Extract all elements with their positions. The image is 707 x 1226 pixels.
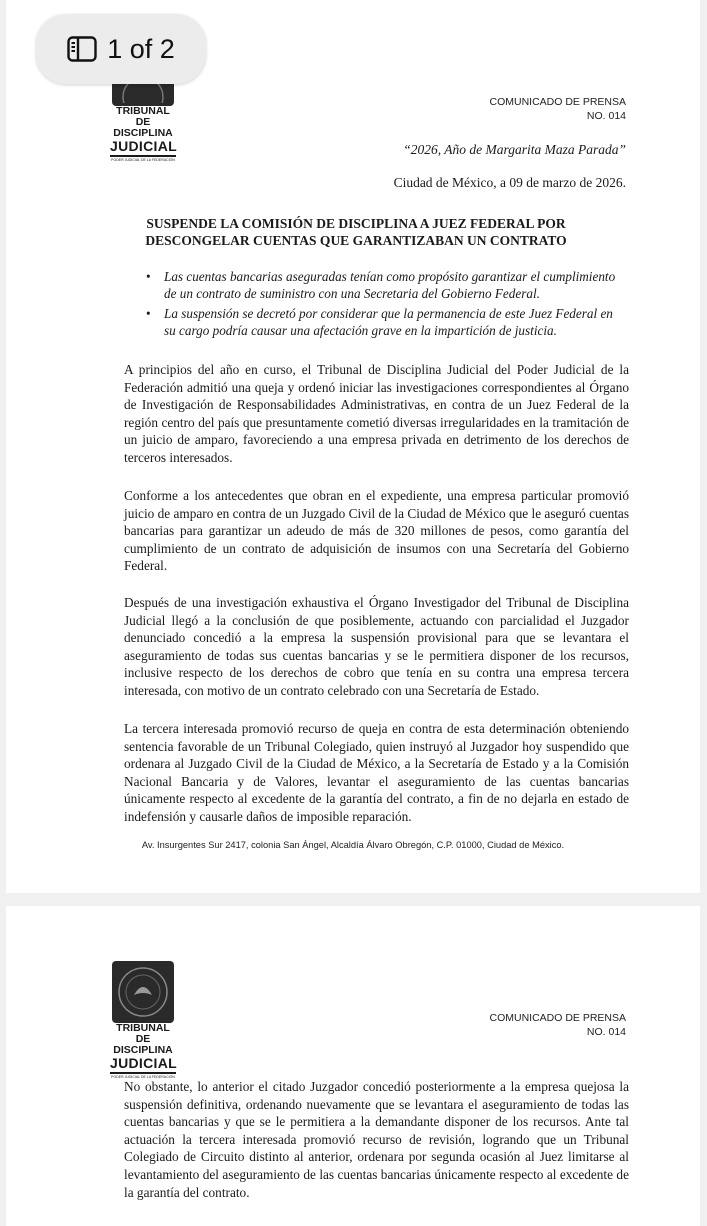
body-paragraph-4: La tercera interesada promovió recurso de queja en contra de esta determinación obteniendo sentencia favorable de un Tribunal Colegiado, quien instruyó al Juzgador hoy suspendido que ordenara al Juzgado Civil de la Ciudad de México, a la Secretaría de Estado y a la Comisión Nacional Bancaria y de Valores, levantar el aseguramiento de las cuentas bancarias únicamente respecto al excedente de la garantía del contrato, a fin de no dejarla en estado de indefensión y causarle daños de imposible reparación. xyxy=(124,721,629,824)
date-line: Ciudad de México, a 09 de marzo de 2026. xyxy=(393,175,626,190)
comunicado-header xyxy=(489,95,626,123)
comunicado-header xyxy=(489,1011,626,1039)
logo-line-3: JUDICIAL xyxy=(110,138,177,154)
comunicado-title: COMUNICADO DE PRENSA xyxy=(489,1012,626,1024)
bullet-item: • La suspensión se decretó por considerar que la permanencia de este Juez Federal en su cargo podría causar una afectación grave en la impartición de justicia. xyxy=(146,305,626,339)
headline-line-1: SUSPENDE LA COMISIÓN DE DISCIPLINA A JUEZ FEDERAL POR xyxy=(146,216,566,231)
logo-subtitle: PODER JUDICIAL DE LA FEDERACIÓN xyxy=(111,157,175,162)
logo-line-1: TRIBUNAL DE xyxy=(116,105,170,128)
body-paragraph-2: Conforme a los antecedentes que obran en el expediente, una empresa particular promovió juicio de amparo en contra de un Juzgado Civil de la Ciudad de México que le aseguró cuentas bancarias para garantizar un adeudo de más de 320 millones de pesos, como garantía del cumplimiento de un contrato de adquisición de insumos con una Secretaría del Gobierno Federal. xyxy=(124,488,629,574)
comunicado-number: NO. 014 xyxy=(586,110,626,122)
body-paragraph-3: Después de una investigación exhaustiva el Órgano Investigador del Tribunal de Disciplina Judicial llegó a la conclusión de que posiblemente, actuando con parcialidad el Juzgador denunciado concedió a la empresa la suspensión provisional para que se levantara el aseguramiento de todas sus cuentas bancarias y se le permitiera disponer de los recursos, inclusive respecto de los derechos de cobro que tenía en su contra una empresa tercera interesada, con motivo de un contrato celebrado con una Secretaría de Estado. xyxy=(124,595,629,698)
summary-bullets xyxy=(146,268,626,342)
logo-line-1: TRIBUNAL DE xyxy=(116,1022,170,1045)
body-paragraph-1: A principios del año en curso, el Tribunal de Disciplina Judicial del Poder Judicial de la Federación admitió una queja y ordenó iniciar las investigaciones correspondientes al Órgano de Investigación de Responsabilidades Administrativas, en contra de un Juez Federal de la región centro del país que presuntamente cometió diversas irregularidades en la tramitación de un juicio de amparo, favoreciendo a una empresa privada en detrimento de los derechos de terceros interesados. xyxy=(124,362,629,465)
national-seal-icon xyxy=(112,961,174,1023)
document-page-1 xyxy=(6,0,700,893)
bullet-item: • Las cuentas bancarias aseguradas tenían como propósito garantizar el cumplimiento de un contrato de suministro con una Secretaria del Gobierno Federal. xyxy=(146,268,626,302)
page-indicator-label: 1 of 2 xyxy=(107,33,175,64)
tribunal-logo xyxy=(110,961,176,1079)
body-paragraph-5: No obstante, lo anterior el citado Juzgador concedió posteriormente a la empresa quejosa la suspensión definitiva, ordenando nuevamente que se levantara el aseguramiento de todas las cuentas bancarias y que se le permitiera a la demandante disponer de los recursos. Ante tal actuación la tercera interesada promovió recurso de revisión, logrando que un Tribunal Colegiado de Circuito distinto al anterior, ordenara por segunda ocasión al Juez limitarse al levantamiento del aseguramiento de las cuentas bancarias únicamente respecto al excedente de la garantía del contrato. xyxy=(124,1079,629,1200)
footer-address: Av. Insurgentes Sur 2417, colonia San Ángel, Alcaldía Álvaro Obregón, C.P. 01000, Ciudad de México. xyxy=(141,840,565,850)
logo-subtitle: PODER JUDICIAL DE LA FEDERACIÓN xyxy=(111,1074,175,1079)
comunicado-title: COMUNICADO DE PRENSA xyxy=(489,96,626,108)
year-motto: “2026, Año de Margarita Maza Parada” xyxy=(403,142,626,157)
headline xyxy=(106,215,606,249)
logo-line-2: DISCIPLINA xyxy=(113,1044,173,1056)
comunicado-number: NO. 014 xyxy=(586,1026,626,1038)
logo-line-3: JUDICIAL xyxy=(110,1055,177,1071)
document-page-2 xyxy=(6,906,700,1226)
logo-line-2: DISCIPLINA xyxy=(113,127,173,139)
sidebar-toggle-icon xyxy=(67,36,97,62)
page-indicator[interactable] xyxy=(36,14,206,84)
headline-line-2: DESCONGELAR CUENTAS QUE GARANTIZABAN UN CONTRATO xyxy=(145,233,567,248)
